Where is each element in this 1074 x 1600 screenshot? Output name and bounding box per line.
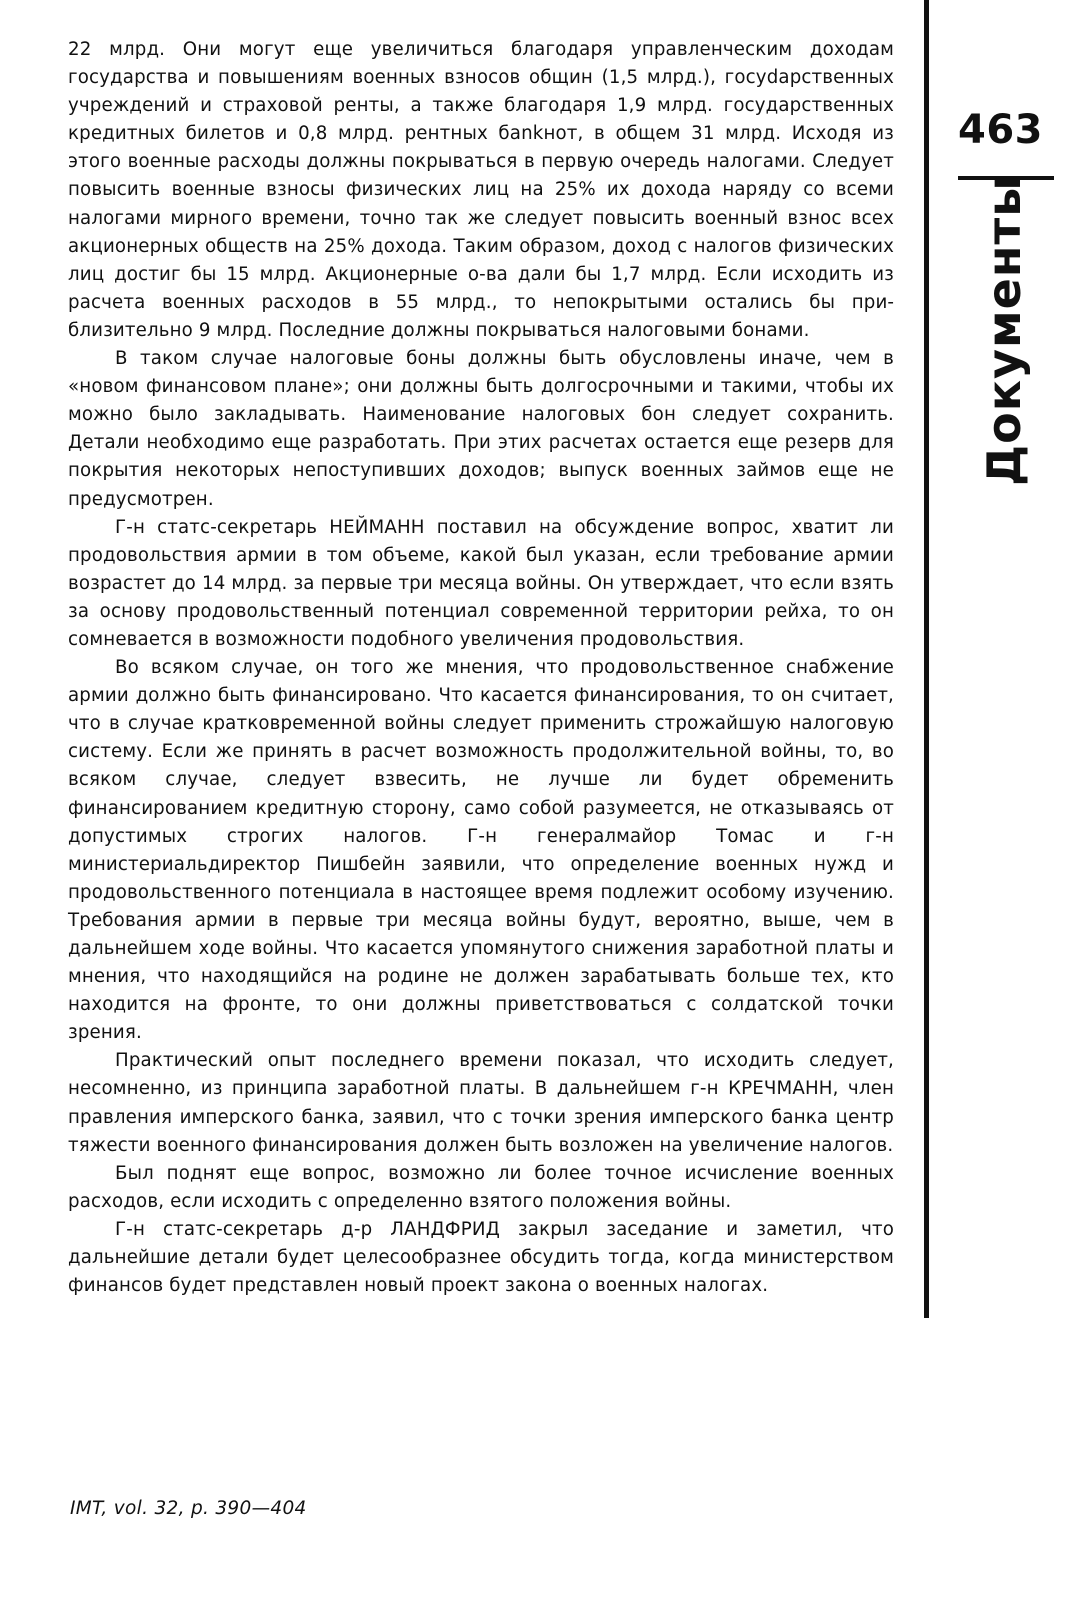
source-citation: IMT, vol. 32, p. 390—404	[70, 1498, 307, 1519]
paragraph-6: Был поднят еще вопрос, возможно ли более точное исчисление военных расходов, если исходить с определенно взятого положения войны.	[68, 1162, 894, 1212]
paragraph-3: Г-н статс-секретарь НЕЙМАНН поставил на обсуждение вопрос, хватит ли продовольствия армии в том объеме, какой был указан, если требование армии возрастет до 14 млрд. за первые три месяца войны. Он утверждает, что если взять за основу продовольственный потенциал современной территории рейха, то он сомневается в возможности подобного увеличения продовольствия.	[68, 516, 894, 650]
page-number: 463	[958, 107, 1043, 153]
section-title: Документы	[977, 174, 1031, 486]
paragraph-4: Во всяком случае, он того же мнения, что продовольственное снабжение армии должно быть финансировано. Что касается финансирования, то он считает, что в случае кратковременной войны следует применить строжайшую налоговую систему. Если же принять в расчет возможность продолжительной войны, то, во всяком случае, следует взвесить, не лучше ли будет обременить финансированием кредитную сторону, само собой разумеется, не отказываясь от допустимых строгих налогов. Г-н генералмайор Томас и г-н министериальдиректор Пишбейн заявили, что определение военных нужд и продовольственного потенциала в настоящее время подлежит особому изучению. Требования армии в первые три месяца войны будут, вероятно, выше, чем в дальнейшем ходе войны. Что касается упомянутого снижения заработной платы и мнения, что находящийся на родине не должен зарабатывать больше тех, кто находится на фронте, то они должны приветствоваться с солдатской точки зрения.	[68, 657, 894, 1044]
document-body	[68, 36, 894, 1300]
paragraph-7: Г-н статс-секретарь д-р ЛАНДФРИД закрыл заседание и заметил, что дальнейшие детали будет целесообразнее обсудить тогда, когда министерством финансов будет представлен новый проект закона о военных налогах.	[68, 1218, 894, 1297]
paragraph-2: В таком случае налоговые боны должны быть обусловлены иначе, чем в «новом финансовом плане»; они должны быть долгосрочными и такими, чтобы их можно было закладывать. Наименование налоговых бон следует сохранить. Детали необходимо еще разработать. При этих расчетах остается еще резерв для покрытия некоторых непоступивших доходов; выпуск военных займов еще не предусмотрен.	[68, 348, 894, 510]
paragraph-5: Практический опыт последнего времени показал, что исходить следует, несомненно, из принципа заработной платы. В дальнейшем г-н КРЕЧМАНН, член правления имперского банка, заявил, что с точки зрения имперского банка центр тяжести военного финансирования должен быть возложен на увеличение налогов.	[68, 1050, 894, 1156]
vertical-margin-rule	[924, 0, 929, 1318]
paragraph-1: 22 млрд. Они могут еще увеличиться благодаря управленческим доходам государства и повышениям военных взносов общин (1,5 млрд.), госуdарственных учреждений и страховой ренты, а также благодаря 1,9 млрд. государственных кредитных билетов и 0,8 млрд. рентных бankнот, в общем 31 млрд. Исходя из этого военные расходы должны покрываться в первую очередь налогами. Следует повысить военные взносы физических лиц на 25% их дохода наряду со всеми налогами мирного времени, точно так же следует повысить военный взнос всех акционерных обществ на 25% дохода. Таким образом, доход с налогов физических лиц достиг бы 15 млрд. Акционерные о-ва дали бы 1,7 млрд. Если исходить из расчета военных расходов в 55 млрд., то непокрытыми остались бы приблизительно 9 млрд. Последние должны покрываться налоговыми бонами.	[68, 39, 894, 341]
